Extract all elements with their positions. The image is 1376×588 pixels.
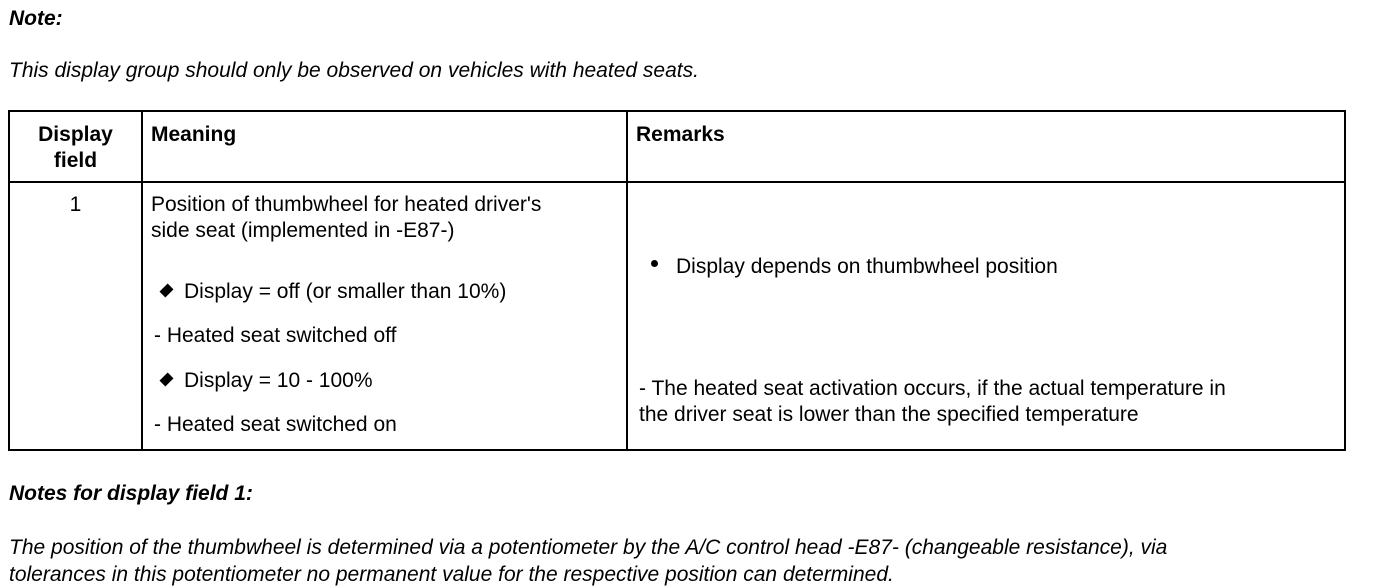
- meaning-item-on: [161, 368, 373, 394]
- meaning-item-off-sub: - Heated seat switched off: [154, 324, 397, 347]
- meaning-line2: side seat (implemented in -E87-): [151, 219, 455, 242]
- meaning-item-off-text: Display = off (or smaller than 10%): [184, 280, 507, 303]
- meaning-item-off: [161, 279, 506, 305]
- header-meaning: Meaning: [151, 123, 237, 146]
- header-divider: [10, 181, 1344, 183]
- header-remarks: Remarks: [636, 123, 725, 146]
- remark-activation-line2: the driver seat is lower than the specified temperature: [639, 403, 1139, 426]
- remark-activation: [639, 376, 1226, 428]
- notes-text: [9, 534, 1369, 588]
- display-group-table: [8, 110, 1346, 451]
- meaning-item-on-text: Display = 10 - 100%: [184, 369, 373, 392]
- meaning-item-on-sub: - Heated seat switched on: [154, 413, 397, 436]
- header-display-field-line1: Display: [38, 123, 113, 146]
- meaning-text: [151, 192, 541, 244]
- remark-activation-line1: - The heated seat activation occurs, if the actual temperature in: [639, 377, 1226, 400]
- column-divider: [626, 112, 628, 449]
- notes-line2: tolerances in this potentiometer no permanent value for the respective position can determined.: [9, 563, 894, 586]
- column-divider: [141, 112, 143, 449]
- bullet-dot-icon: [651, 260, 658, 267]
- notes-heading: Notes for display field 1:: [9, 482, 253, 505]
- diamond-bullet-icon: [159, 372, 173, 386]
- remark-bullet-text: Display depends on thumbwheel position: [676, 255, 1058, 278]
- note-heading: Note:: [9, 7, 63, 30]
- header-display-field-line2: field: [53, 149, 98, 172]
- note-text: This display group should only be observed on vehicles with heated seats.: [9, 59, 699, 82]
- diamond-bullet-icon: [159, 283, 173, 297]
- notes-line1: The position of the thumbwheel is determined via a potentiometer by the A/C control head -E87- (changeable resistance), via: [9, 536, 1168, 559]
- field-number: 1: [69, 193, 82, 216]
- meaning-line1: Position of thumbwheel for heated driver's: [151, 193, 542, 216]
- header-display-field: [10, 122, 141, 174]
